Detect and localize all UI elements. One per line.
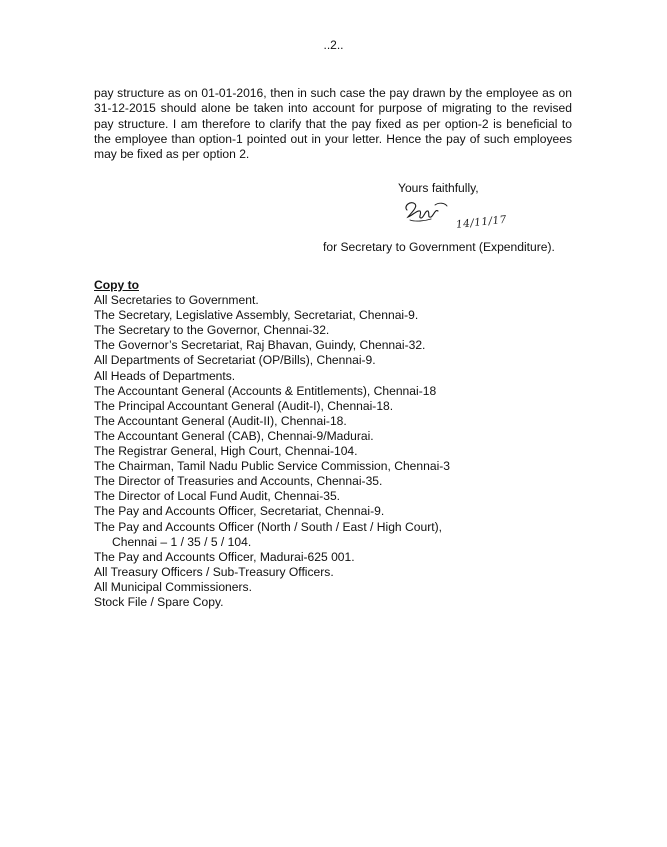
copy-to-item: The Pay and Accounts Officer, Madurai-625 001. (94, 549, 355, 564)
copy-to-item: The Director of Treasuries and Accounts, Chennai-35. (94, 474, 383, 489)
signatory-designation: for Secretary to Government (Expenditure). (323, 240, 555, 254)
copy-to-heading: Copy to (94, 278, 140, 292)
copy-to-item: The Accountant General (Audit-II), Chennai-18. (94, 413, 347, 428)
copy-to-item: The Accountant General (CAB), Chennai-9/Madurai. (94, 428, 374, 443)
body-paragraph: pay structure as on 01-01-2016, then in such case the pay drawn by the employee as on 31-12-2015 should alone be taken into account for purpose of migrating to the revised pay structure. I am therefore to clarify that the pay fixed as per option-2 is beneficial to the employee than option-1 pointed out in your letter. Hence the pay of such employees may be fixed as per option 2. (94, 86, 572, 162)
copy-to-item: The Pay and Accounts Officer (North / South / East / High Court), (94, 519, 442, 534)
copy-to-item: The Registrar General, High Court, Chennai-104. (94, 444, 358, 459)
signature-date: 14/11/17 (455, 213, 508, 231)
copy-to-item: All Secretaries to Government. (94, 293, 259, 308)
copy-to-item-continuation: Chennai – 1 / 35 / 5 / 104. (112, 534, 252, 549)
copy-to-item: The Secretary to the Governor, Chennai-32. (94, 323, 330, 338)
copy-to-item: All Municipal Commissioners. (94, 579, 252, 594)
copy-to-item: Stock File / Spare Copy. (94, 594, 224, 609)
copy-to-item: All Departments of Secretariat (OP/Bills), Chennai-9. (94, 353, 376, 368)
copy-to-item: The Accountant General (Accounts & Entitlements), Chennai-18 (94, 383, 437, 398)
copy-to-item: The Secretary, Legislative Assembly, Secretariat, Chennai-9. (94, 308, 419, 323)
copy-to-item: The Pay and Accounts Officer, Secretariat, Chennai-9. (94, 504, 385, 519)
copy-to-item: The Chairman, Tamil Nadu Public Service Commission, Chennai-3 (94, 459, 451, 474)
copy-to-item: All Heads of Departments. (94, 368, 236, 383)
copy-to-item: The Principal Accountant General (Audit-I), Chennai-18. (94, 398, 394, 413)
copy-to-item: The Governor’s Secretariat, Raj Bhavan, Guindy, Chennai-32. (94, 338, 426, 353)
page-number: ..2.. (323, 38, 344, 52)
closing-salutation: Yours faithfully, (398, 181, 479, 195)
copy-to-item: The Director of Local Fund Audit, Chennai-35. (94, 489, 341, 504)
copy-to-item: All Treasury Officers / Sub-Treasury Officers. (94, 564, 334, 579)
copy-to-list (94, 278, 574, 610)
